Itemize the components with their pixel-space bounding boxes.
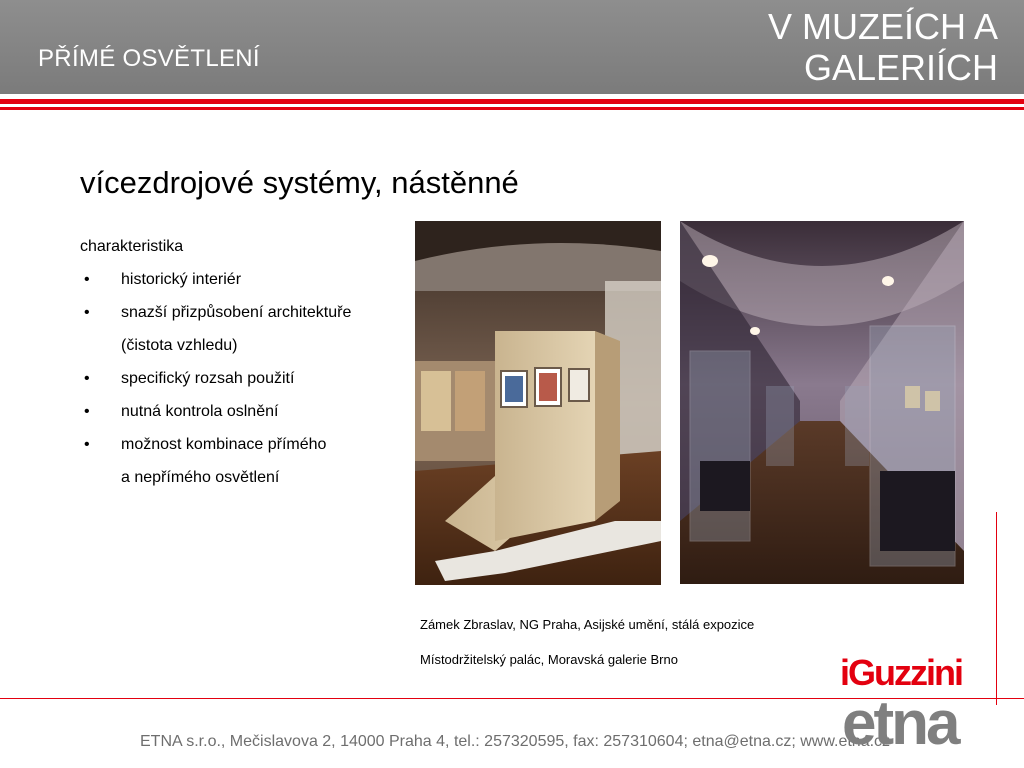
etna-logo: etna [842, 689, 958, 758]
list-item-text: specifický rozsah použití [121, 370, 295, 387]
list-item-text: historický interiér [121, 271, 242, 288]
slide-topic-line-2: GALERIÍCH [803, 47, 998, 88]
list-item-text: (čistota vzhledu) [121, 337, 238, 354]
bullet-icon: • [84, 403, 90, 420]
bullet-icon: • [84, 271, 90, 288]
intro-label: charakteristika [80, 238, 184, 255]
footer-contact: ETNA s.r.o., Mečislavova 2, 14000 Praha 4, tel.: 257320595, fax: 257310604; etna@etna.cz; www.etna.cz [140, 733, 891, 750]
slide-topic-line-1: V MUZEÍCH A [767, 6, 998, 47]
bullet-icon: • [84, 370, 90, 387]
slide-topic-title [678, 6, 998, 88]
photo-caption-2: Místodržitelský palác, Moravská galerie Brno [420, 652, 678, 667]
iguzzini-logo: iGuzzini [840, 652, 962, 693]
header-divider-red-2 [0, 107, 1024, 110]
footer-vertical-rule [996, 512, 997, 705]
list-item-text: a nepřímého osvětlení [121, 469, 280, 486]
list-item-text: snazší přizpůsobení architektuře [121, 304, 352, 321]
list-item-text: možnost kombinace přímého [121, 436, 327, 453]
gallery-photo-brno [680, 221, 964, 584]
bullet-icon: • [84, 304, 90, 321]
slide-title: vícezdrojové systémy, nástěnné [80, 165, 519, 200]
section-title: PŘÍMÉ OSVĚTLENÍ [38, 45, 260, 72]
list-item-text: nutná kontrola oslnění [121, 403, 279, 420]
photo-caption-1: Zámek Zbraslav, NG Praha, Asijské umění, stálá expozice [420, 617, 755, 632]
gallery-photo-zbraslav [415, 221, 661, 585]
header-bar [0, 0, 1024, 94]
bullet-icon: • [84, 436, 90, 453]
